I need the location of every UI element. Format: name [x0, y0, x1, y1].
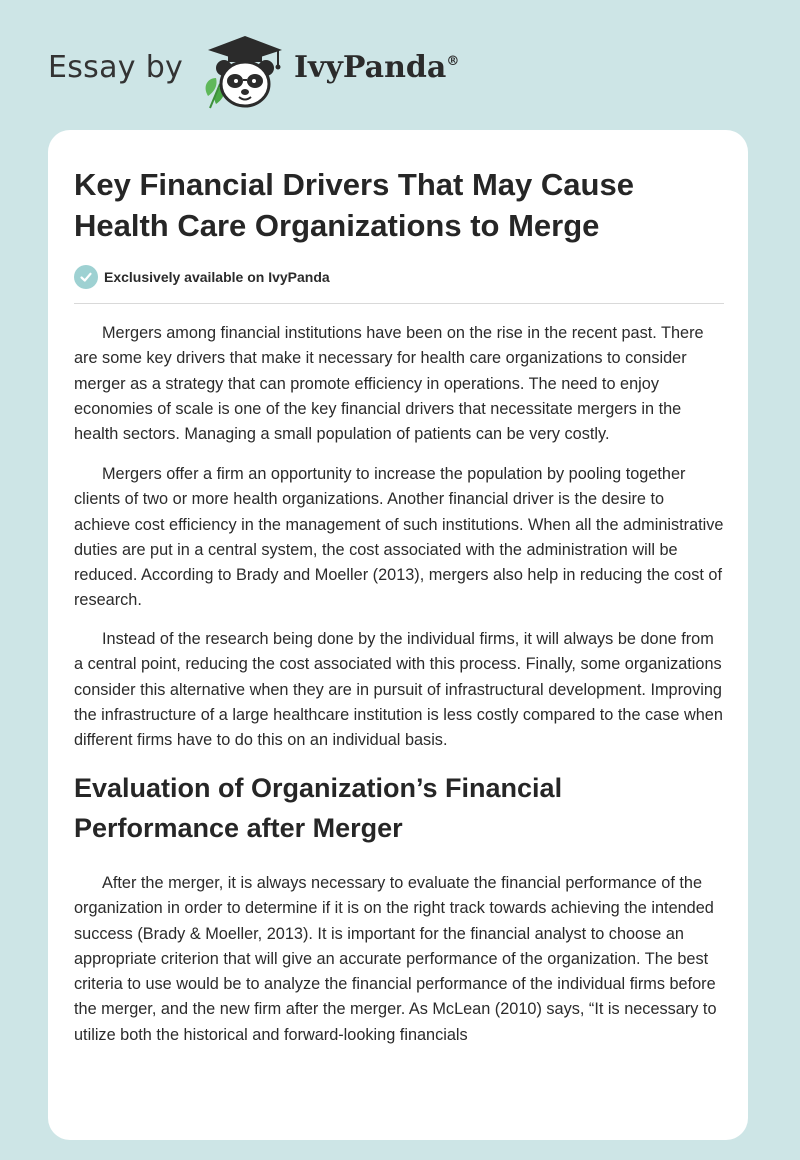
- registered-mark: ®: [446, 54, 460, 69]
- check-icon: [74, 265, 98, 289]
- essay-card: [48, 130, 748, 1140]
- section-heading: Evaluation of Organization’s Financial Performance after Merger: [74, 773, 563, 843]
- panda-graduate-logo-icon[interactable]: [200, 34, 290, 110]
- brand-name[interactable]: IvyPanda®: [294, 50, 460, 85]
- badge-label: Exclusively available on IvyPanda: [104, 269, 330, 285]
- site-header: [48, 28, 548, 108]
- page-title: Key Financial Drivers That May Cause Health Care Organizations to Merge: [74, 167, 634, 243]
- paragraph: Instead of the research being done by the individual firms, it will always be done from a central point, reducing the cost associated with this process. Finally, some organizations consider this alternative when they are in pursuit of infrastructural development. Improving the infrastructure of a large healthcare institution is less costly compared to the case when different firms have to do this on an individual basis.: [74, 630, 723, 750]
- exclusive-badge: [74, 264, 330, 290]
- paragraph: Mergers offer a firm an opportunity to increase the population by pooling together clients of two or more health organizations. Another financial driver is the desire to achieve cost efficiency in the management of such institutions. When all the administrative duties are put in a central system, the cost associated with the administration will be reduced. According to Brady and Moeller (2013), mergers also help in reducing the cost of research.: [74, 465, 724, 610]
- divider: [74, 303, 724, 304]
- essay-by-label: Essay by: [48, 50, 184, 85]
- paragraph: After the merger, it is always necessary to evaluate the financial performance of the organization in order to determine if it is on the right track towards achieving the intended success (Brady & Moeller, 2013). It is important for the financial analyst to choose an appropriate criterion that will give an accurate performance of the organization. The best criteria to use would be to analyze the financial performance of the individual firms before the merger, and the new firm after the merger. As McLean (2010) says, “It is necessary to utilize both the historical and forward-looking financials: [74, 874, 717, 1044]
- paragraph: Mergers among financial institutions have been on the rise in the recent past. There are some key drivers that make it necessary for health care organizations to consider merger as a strategy that can promote efficiency in operations. The need to enjoy economies of scale is one of the key financial drivers that necessitate mergers in the health sectors. Managing a small population of patients can be very costly.: [74, 324, 704, 444]
